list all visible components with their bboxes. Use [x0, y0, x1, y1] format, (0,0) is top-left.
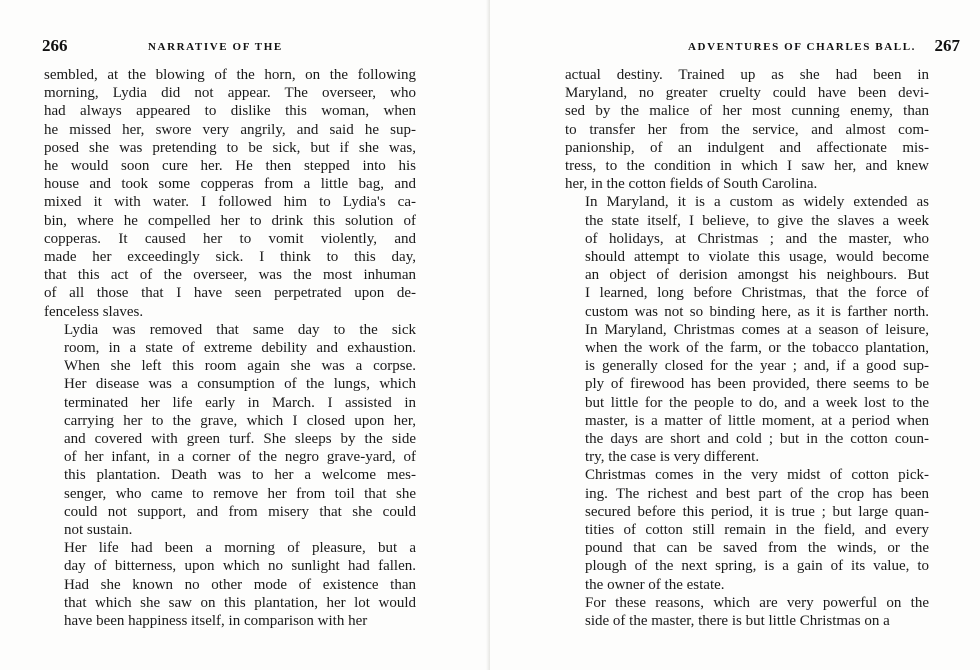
left-paragraph — [44, 321, 416, 539]
right-page-header — [620, 36, 960, 58]
right-body-text — [565, 66, 929, 630]
text-line: actual destiny. Trained up as she had been in — [565, 67, 929, 83]
right-page — [490, 0, 980, 670]
left-paragraph — [44, 539, 416, 630]
text-line: of her infant, in a corner of the negro grave-yard, of — [64, 449, 416, 466]
text-line: room, in a state of extreme debility and exhaustion. — [64, 340, 416, 357]
right-paragraph — [565, 193, 929, 466]
right-running-head: ADVENTURES OF CHARLES BALL. — [688, 41, 916, 53]
text-line: master, is a matter of little moment, at a period when — [585, 412, 929, 429]
left-running-head: NARRATIVE OF THE — [148, 41, 283, 53]
text-line: had always appeared to dislike this woman, when — [44, 103, 416, 120]
text-line: try, the case is very different. — [585, 449, 760, 466]
text-line: Lydia was removed that same day to the sick — [64, 321, 416, 338]
left-paragraph — [44, 66, 416, 321]
text-line: an object of derision amongst his neighbours. But — [585, 267, 929, 284]
text-line: In Maryland, Christmas comes at a season of leisure, — [585, 321, 929, 338]
text-line: mixed it with water. I followed him to Lydia's ca- — [44, 194, 416, 211]
text-line: Had she known no other mode of existence than — [64, 576, 416, 593]
text-line: day of bitterness, upon which no sunlight had fallen. — [64, 558, 416, 575]
text-line: For these reasons, which are very powerful on the — [585, 594, 929, 611]
text-line: could not support, and from misery that she could — [64, 503, 416, 520]
text-line: Her disease was a consumption of the lungs, which — [64, 376, 416, 393]
text-line: not sustain. — [64, 522, 133, 539]
text-line: this plantation. Death was to her a welcome mes- — [64, 467, 416, 484]
text-line: he would soon cure her. He then stepped into his — [44, 158, 416, 175]
right-page-number: 267 — [934, 36, 960, 55]
text-line: to transfer her from the service, and almost com- — [565, 121, 929, 138]
left-page-number: 266 — [42, 36, 68, 55]
text-line: I learned, long before Christmas, that the force of — [585, 285, 929, 302]
text-line: and covered with green turf. She sleeps by the side — [64, 431, 416, 448]
text-line: When she left this room again she was a corpse. — [64, 358, 416, 375]
text-line: carrying her to the grave, which I closed upon her, — [64, 412, 416, 429]
text-line: that this act of the overseer, was the most inhuman — [44, 267, 416, 284]
text-line: but little for the people to do, and a week lost to the — [585, 394, 929, 411]
text-line: sed by the malice of her most cunning enemy, than — [565, 103, 929, 120]
text-line: should attempt to violate this usage, would become — [585, 249, 929, 266]
text-line: secured before this period, it is true ; but large quan- — [585, 503, 929, 520]
right-paragraph — [565, 466, 929, 593]
text-line: ply of firewood has been provided, there seems to be — [585, 376, 929, 393]
text-line: bin, where he compelled her to drink this solution of — [44, 212, 416, 229]
left-body-text — [44, 66, 416, 630]
text-line: house and took some copperas from a little bag, and — [44, 176, 416, 193]
text-line: pound that can be saved from the winds, or the — [585, 540, 929, 557]
text-line: custom was not so binding here, as it is farther north. — [585, 303, 929, 320]
text-line: plough of the next spring, is a gain of its value, to — [585, 558, 929, 575]
text-line: have been happiness itself, in comparison with her — [64, 613, 368, 630]
text-line: Christmas comes in the very midst of cotton pick- — [585, 467, 929, 484]
text-line: when the work of the farm, or the tobacco plantation, — [585, 340, 929, 357]
text-line: he missed her, swore very angrily, and said he sup- — [44, 121, 416, 138]
right-paragraph — [565, 66, 929, 193]
text-line: copperas. It caused her to vomit violently, and — [44, 230, 416, 247]
text-line: posed she was pretending to be sick, but if she was, — [44, 139, 416, 156]
text-line: tress, to the condition in which I saw her, and knew — [565, 158, 929, 175]
text-line: sembled, at the blowing of the horn, on the following — [44, 67, 416, 83]
text-line: Maryland, no greater cruelty could have been devi- — [565, 85, 929, 102]
text-line: fenceless slaves. — [44, 303, 144, 320]
text-line: is generally closed for the year ; and, if a good sup- — [585, 358, 929, 375]
text-line: the owner of the estate. — [585, 576, 725, 593]
text-line: that which she saw on this plantation, her lot would — [64, 594, 416, 611]
text-line: morning, Lydia did not appear. The overseer, who — [44, 85, 416, 102]
text-line: of all those that I have seen perpetrated upon de- — [44, 285, 416, 302]
text-line: In Maryland, it is a custom as widely extended as — [585, 194, 929, 211]
right-paragraph — [565, 594, 929, 630]
text-line: her, in the cotton fields of South Carolina. — [565, 176, 818, 193]
text-line: ing. The richest and best part of the crop has been — [585, 485, 929, 502]
text-line: made her exceedingly sick. I think to this day, — [44, 249, 416, 266]
text-line: the days are short and cold ; but in the cotton coun- — [585, 431, 929, 448]
text-line: terminated her life early in March. I assisted in — [64, 394, 416, 411]
text-line: senger, who came to remove her from toil that she — [64, 485, 416, 502]
text-line: panionship, of an indulgent and affectionate mis- — [565, 139, 929, 156]
text-line: Her life had been a morning of pleasure, but a — [64, 540, 416, 557]
text-line: side of the master, there is but little Christmas on a — [585, 613, 890, 630]
text-line: the state itself, I believe, to give the slaves a week — [585, 212, 929, 229]
text-line: tities of cotton still remain in the field, and every — [585, 522, 929, 539]
text-line: of holidays, at Christmas ; and the master, who — [585, 230, 929, 247]
left-page-header — [42, 36, 422, 58]
